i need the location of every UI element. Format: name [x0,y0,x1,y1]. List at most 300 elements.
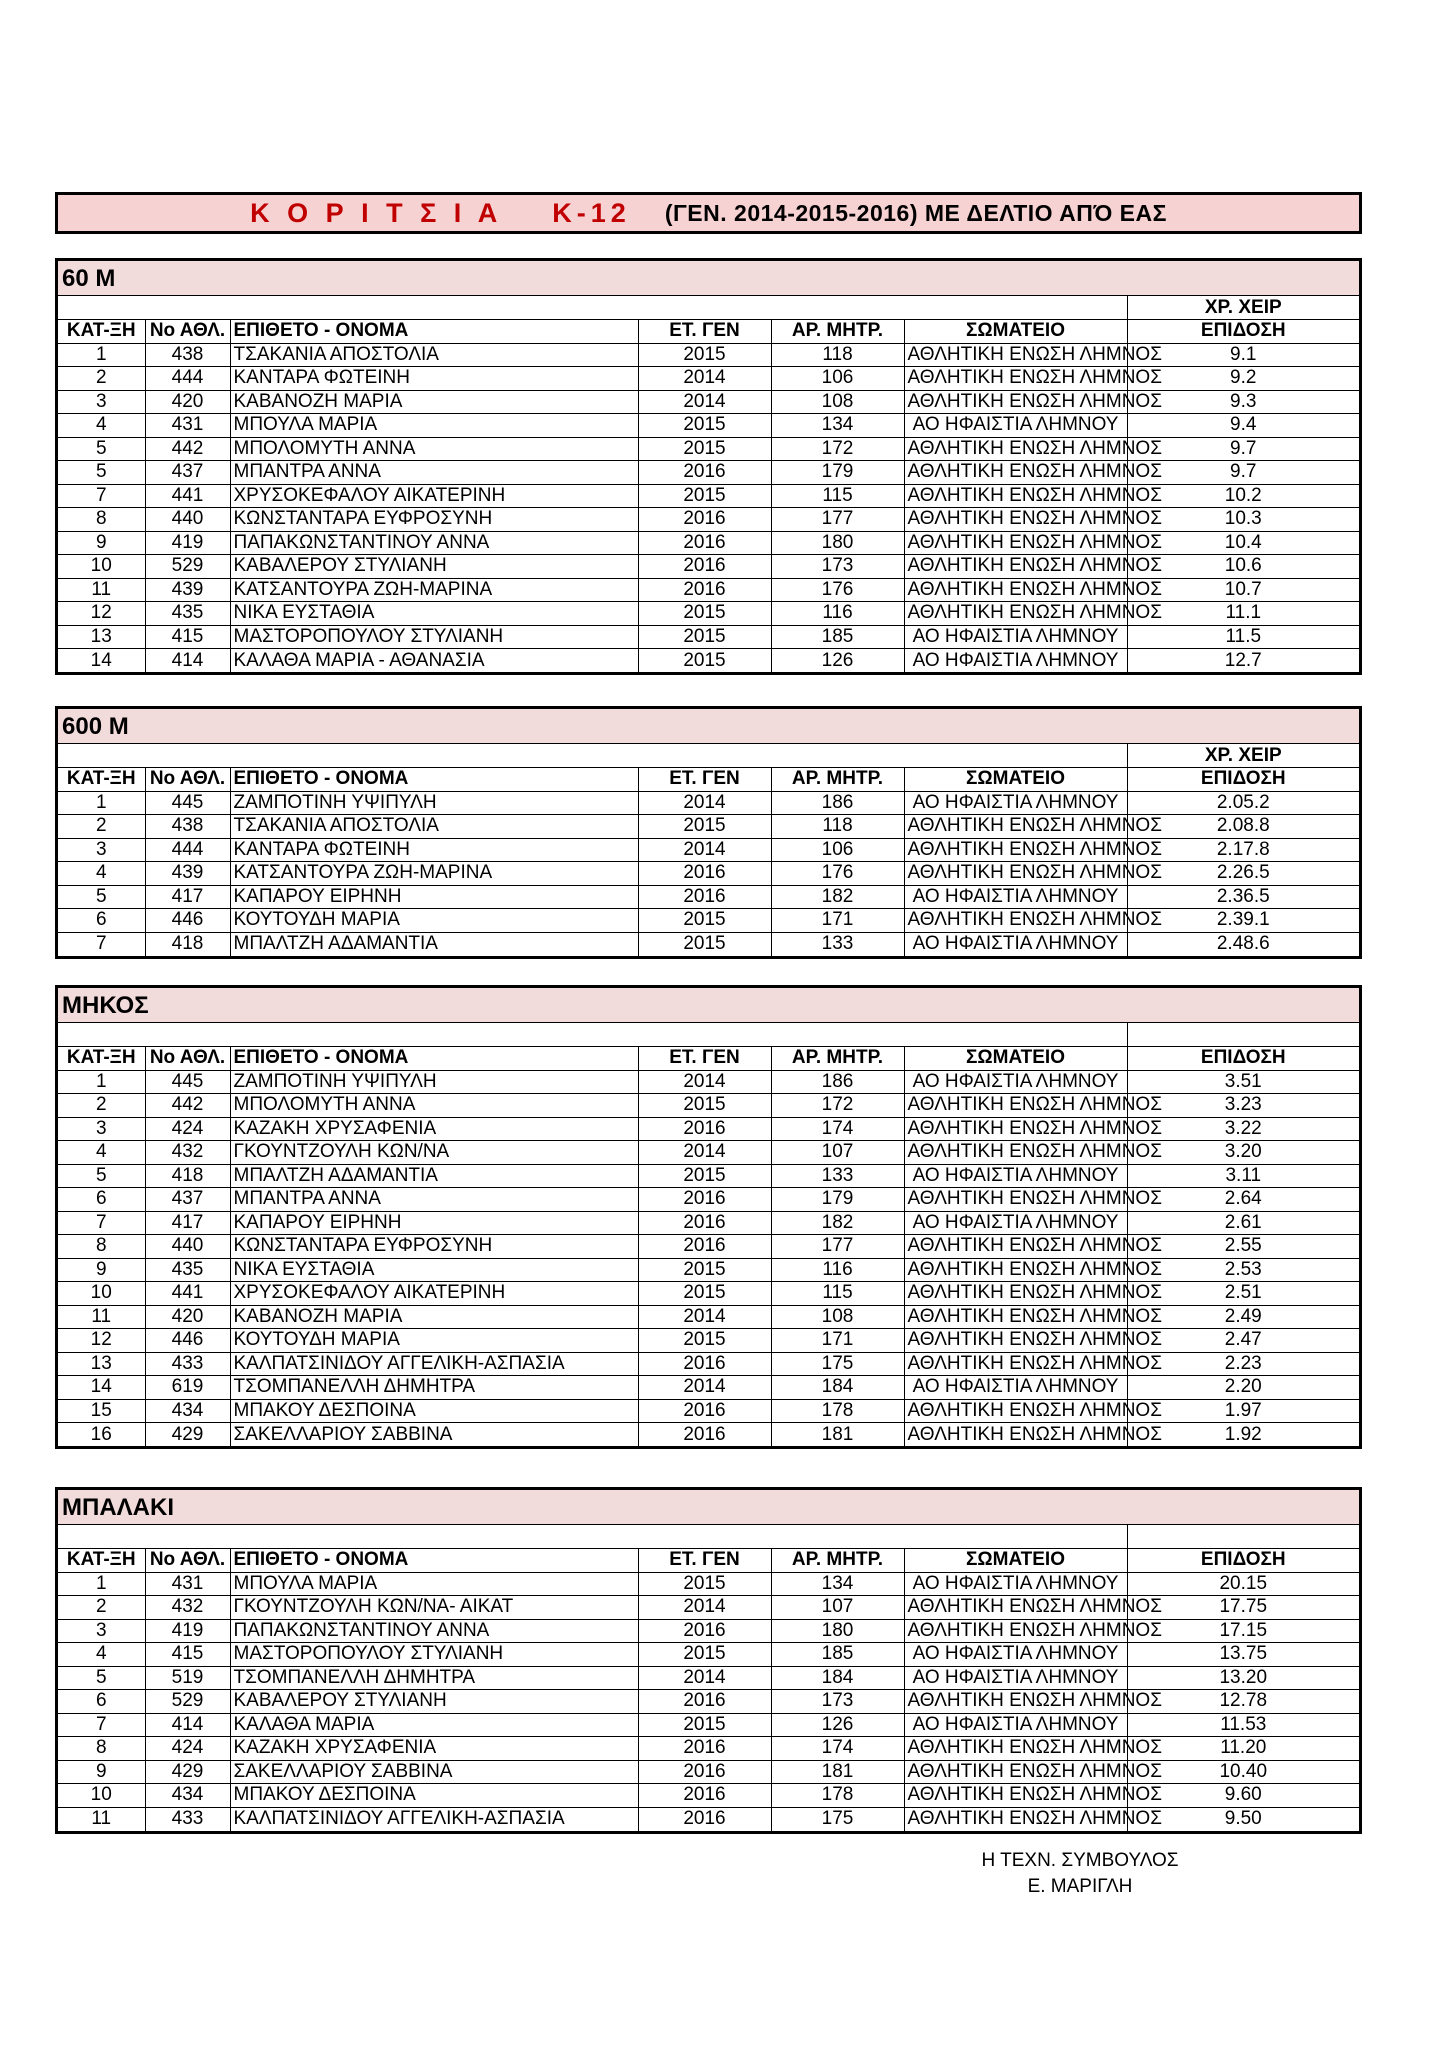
rank-cell: 11 [58,1807,145,1831]
table-row [58,1572,1359,1596]
reg-cell: 126 [771,1713,904,1737]
year-cell: 2014 [638,1596,771,1620]
name-cell: ΜΠΑΛΤΖΗ ΑΔΑΜΑΝΤΙΑ [230,932,638,956]
club-cell: ΑΘΛΗΤΙΚΗ ΕΝΩΣΗ ΛΗΜΝΟΣ [904,461,1127,485]
rank-cell: 14 [58,1376,145,1400]
perf-cell: 11.53 [1127,1713,1359,1737]
name-cell: ΚΑΤΣΑΝΤΟΥΡΑ ΖΩΗ-ΜΑΡΙΝΑ [230,578,638,602]
name-cell: ΚΑΖΑΚΗ ΧΡΥΣΑΦΕΝΙΑ [230,1117,638,1141]
rank-cell: 5 [58,461,145,485]
table-row [58,1643,1359,1667]
year-cell: 2016 [638,885,771,909]
club-cell: ΑΟ ΗΦΑΙΣΤΙΑ ΛΗΜΝΟΥ [904,791,1127,815]
year-cell: 2014 [638,367,771,391]
year-cell: 2014 [638,1141,771,1165]
name-cell: ΚΑΒΑΛΕΡΟΥ ΣΤΥΛΙΑΝΗ [230,1690,638,1714]
bib-cell: 446 [145,1329,230,1353]
year-cell: 2015 [638,932,771,956]
bib-cell: 431 [145,1572,230,1596]
reg-cell: 180 [771,531,904,555]
reg-cell: 115 [771,484,904,508]
rank-cell: 10 [58,555,145,579]
club-cell: ΑΘΛΗΤΙΚΗ ΕΝΩΣΗ ΛΗΜΝΟΣ [904,555,1127,579]
super-header-spacer [58,1023,1127,1047]
reg-cell: 173 [771,555,904,579]
year-cell: 2015 [638,1713,771,1737]
rank-header: ΚΑΤ-ΞΗ [58,320,145,344]
reg-cell: 116 [771,602,904,626]
reg-cell: 175 [771,1807,904,1831]
club-cell: ΑΘΛΗΤΙΚΗ ΕΝΩΣΗ ΛΗΜΝΟΣ [904,1141,1127,1165]
perf-cell: 9.4 [1127,414,1359,438]
results-table [58,1023,1359,1446]
table-row [58,1141,1359,1165]
year-cell: 2014 [638,1666,771,1690]
table-row [58,461,1359,485]
perf-cell: 17.75 [1127,1596,1359,1620]
bib-cell: 444 [145,367,230,391]
year-cell: 2014 [638,1376,771,1400]
super-header-row [58,744,1359,768]
table-row [58,1760,1359,1784]
rank-cell: 2 [58,1596,145,1620]
name-cell: ΚΑΠΑΡΟΥ ΕΙΡΗΝΗ [230,885,638,909]
year-cell: 2014 [638,1305,771,1329]
club-cell: ΑΘΛΗΤΙΚΗ ΕΝΩΣΗ ΛΗΜΝΟΣ [904,1423,1127,1447]
bib-header: Νο ΑΘΛ. [145,1047,230,1071]
section-title: ΜΗΚΟΣ [58,988,1359,1023]
rank-cell: 1 [58,1572,145,1596]
name-cell: ΜΠΟΥΛΑ ΜΑΡΙΑ [230,414,638,438]
perf-header: ΕΠΙΔΟΣΗ [1127,768,1359,792]
rank-cell: 15 [58,1399,145,1423]
name-cell: ΤΣΟΜΠΑΝΕΛΛΗ ΔΗΜΗΤΡΑ [230,1666,638,1690]
bib-cell: 445 [145,1070,230,1094]
super-header-spacer [58,296,1127,320]
table-row [58,815,1359,839]
table-row [58,909,1359,933]
table-row [58,508,1359,532]
bib-cell: 434 [145,1399,230,1423]
rank-cell: 2 [58,1094,145,1118]
super-header-row [58,296,1359,320]
bib-cell: 439 [145,578,230,602]
year-cell: 2016 [638,1690,771,1714]
rank-cell: 3 [58,1117,145,1141]
header-row [58,320,1359,344]
perf-cell: 12.7 [1127,649,1359,673]
perf-cell: 2.08.8 [1127,815,1359,839]
year-cell: 2016 [638,555,771,579]
bib-cell: 431 [145,414,230,438]
name-cell: ΤΣΑΚΑΝΙΑ ΑΠΟΣΤΟΛΙΑ [230,815,638,839]
bib-cell: 415 [145,625,230,649]
year-cell: 2015 [638,1258,771,1282]
club-cell: ΑΘΛΗΤΙΚΗ ΕΝΩΣΗ ΛΗΜΝΟΣ [904,531,1127,555]
name-header: ΕΠΙΘΕΤΟ - ΟΝΟΜΑ [230,1549,638,1573]
table-row [58,414,1359,438]
club-cell: ΑΟ ΗΦΑΙΣΤΙΑ ΛΗΜΝΟΥ [904,1666,1127,1690]
hand-timing-label: ΧΡ. ΧΕΙΡ [1127,744,1359,768]
perf-cell: 13.20 [1127,1666,1359,1690]
perf-cell: 9.3 [1127,390,1359,414]
reg-cell: 179 [771,1188,904,1212]
name-cell: ΖΑΜΠΟΤΙΝΗ ΥΨΙΠΥΛΗ [230,1070,638,1094]
year-cell: 2016 [638,1737,771,1761]
section-title: 60 Μ [58,261,1359,296]
club-cell: ΑΘΛΗΤΙΚΗ ΕΝΩΣΗ ΛΗΜΝΟΣ [904,1117,1127,1141]
table-row [58,1666,1359,1690]
year-cell: 2015 [638,414,771,438]
perf-cell: 3.23 [1127,1094,1359,1118]
perf-cell: 2.61 [1127,1211,1359,1235]
name-cell: ΜΑΣΤΟΡΟΠΟΥΛΟΥ ΣΤΥΛΙΑΝΗ [230,625,638,649]
name-cell: ΤΣΟΜΠΑΝΕΛΛΗ ΔΗΜΗΤΡΑ [230,1376,638,1400]
bib-cell: 438 [145,815,230,839]
bib-cell: 414 [145,1713,230,1737]
bib-cell: 439 [145,862,230,886]
bib-cell: 437 [145,461,230,485]
perf-cell: 2.17.8 [1127,838,1359,862]
bib-cell: 435 [145,1258,230,1282]
year-cell: 2015 [638,1164,771,1188]
name-cell: ΚΑΒΑΛΕΡΟΥ ΣΤΥΛΙΑΝΗ [230,555,638,579]
document-subtitle: (ΓΕΝ. 2014-2015-2016) ΜΕ ΔΕΛΤΙΟ ΑΠΌ ΕΑΣ [664,199,1167,226]
table-row [58,1737,1359,1761]
perf-header: ΕΠΙΔΟΣΗ [1127,1549,1359,1573]
rank-cell: 3 [58,1619,145,1643]
year-cell: 2015 [638,909,771,933]
rank-cell: 3 [58,838,145,862]
name-cell: ΜΠΑΛΤΖΗ ΑΔΑΜΑΝΤΙΑ [230,1164,638,1188]
results-section [55,258,1362,675]
table-row [58,1423,1359,1447]
perf-cell: 1.92 [1127,1423,1359,1447]
rank-cell: 5 [58,1164,145,1188]
reg-cell: 184 [771,1376,904,1400]
year-cell: 2015 [638,625,771,649]
name-cell: ΖΑΜΠΟΤΙΝΗ ΥΨΙΠΥΛΗ [230,791,638,815]
bib-cell: 519 [145,1666,230,1690]
year-cell: 2015 [638,1282,771,1306]
rank-cell: 5 [58,885,145,909]
perf-cell: 2.51 [1127,1282,1359,1306]
reg-cell: 178 [771,1399,904,1423]
year-cell: 2014 [638,1070,771,1094]
club-cell: ΑΘΛΗΤΙΚΗ ΕΝΩΣΗ ΛΗΜΝΟΣ [904,1690,1127,1714]
reg-cell: 115 [771,1282,904,1306]
name-cell: ΚΑΝΤΑΡΑ ΦΩΤΕΙΝΗ [230,367,638,391]
table-row [58,862,1359,886]
perf-cell: 3.20 [1127,1141,1359,1165]
year-cell: 2016 [638,1784,771,1808]
perf-cell: 2.36.5 [1127,885,1359,909]
reg-cell: 126 [771,649,904,673]
rank-cell: 8 [58,1235,145,1259]
name-cell: ΚΩΝΣΤΑΝΤΑΡΑ ΕΥΦΡΟΣΥΝΗ [230,508,638,532]
perf-cell: 2.20 [1127,1376,1359,1400]
year-cell: 2014 [638,390,771,414]
name-cell: ΚΑΛΑΘΑ ΜΑΡΙΑ - ΑΘΑΝΑΣΙΑ [230,649,638,673]
table-row [58,885,1359,909]
rank-cell: 9 [58,1760,145,1784]
name-cell: ΣΑΚΕΛΛΑΡΙΟΥ ΣΑΒΒΙΝΑ [230,1423,638,1447]
club-header: ΣΩΜΑΤΕΙΟ [904,1047,1127,1071]
results-table [58,744,1359,956]
year-header: ΕΤ. ΓΕΝ [638,320,771,344]
bib-cell: 437 [145,1188,230,1212]
name-header: ΕΠΙΘΕΤΟ - ΟΝΟΜΑ [230,1047,638,1071]
bib-cell: 441 [145,484,230,508]
rank-header: ΚΑΤ-ΞΗ [58,768,145,792]
table-row [58,484,1359,508]
bib-cell: 419 [145,531,230,555]
perf-cell: 3.22 [1127,1117,1359,1141]
reg-cell: 174 [771,1117,904,1141]
name-cell: ΜΑΣΤΟΡΟΠΟΥΛΟΥ ΣΤΥΛΙΑΝΗ [230,1643,638,1667]
table-row [58,555,1359,579]
perf-cell: 13.75 [1127,1643,1359,1667]
name-cell: ΤΣΑΚΑΝΙΑ ΑΠΟΣΤΟΛΙΑ [230,343,638,367]
perf-cell: 11.5 [1127,625,1359,649]
club-cell: ΑΟ ΗΦΑΙΣΤΙΑ ΛΗΜΝΟΥ [904,1713,1127,1737]
table-row [58,1070,1359,1094]
name-cell: ΚΑΛΠΑΤΣΙΝΙΔΟΥ ΑΓΓΕΛΙΚΗ-ΑΣΠΑΣΙΑ [230,1352,638,1376]
table-row [58,390,1359,414]
table-row [58,1619,1359,1643]
club-cell: ΑΘΛΗΤΙΚΗ ΕΝΩΣΗ ΛΗΜΝΟΣ [904,1305,1127,1329]
name-cell: ΜΠΑΚΟΥ ΔΕΣΠΟΙΝΑ [230,1784,638,1808]
rank-cell: 7 [58,484,145,508]
table-row [58,1258,1359,1282]
reg-header: ΑΡ. ΜΗΤΡ. [771,1047,904,1071]
bib-cell: 438 [145,343,230,367]
table-row [58,1376,1359,1400]
club-cell: ΑΘΛΗΤΙΚΗ ΕΝΩΣΗ ΛΗΜΝΟΣ [904,815,1127,839]
rank-cell: 4 [58,1141,145,1165]
bib-cell: 440 [145,508,230,532]
name-cell: ΚΑΝΤΑΡΑ ΦΩΤΕΙΝΗ [230,838,638,862]
perf-cell: 1.97 [1127,1399,1359,1423]
club-cell: ΑΟ ΗΦΑΙΣΤΙΑ ΛΗΜΝΟΥ [904,625,1127,649]
year-cell: 2015 [638,1643,771,1667]
header-row [58,1549,1359,1573]
club-cell: ΑΘΛΗΤΙΚΗ ΕΝΩΣΗ ΛΗΜΝΟΣ [904,1760,1127,1784]
bib-cell: 424 [145,1737,230,1761]
reg-cell: 181 [771,1760,904,1784]
rank-cell: 11 [58,1305,145,1329]
reg-cell: 134 [771,414,904,438]
reg-cell: 171 [771,1329,904,1353]
bib-cell: 529 [145,1690,230,1714]
rank-cell: 13 [58,1352,145,1376]
perf-cell: 2.23 [1127,1352,1359,1376]
reg-cell: 184 [771,1666,904,1690]
club-cell: ΑΟ ΗΦΑΙΣΤΙΑ ΛΗΜΝΟΥ [904,414,1127,438]
club-cell: ΑΘΛΗΤΙΚΗ ΕΝΩΣΗ ΛΗΜΝΟΣ [904,1619,1127,1643]
reg-cell: 134 [771,1572,904,1596]
super-header-row [58,1023,1359,1047]
club-header: ΣΩΜΑΤΕΙΟ [904,768,1127,792]
reg-cell: 185 [771,1643,904,1667]
reg-cell: 182 [771,1211,904,1235]
reg-cell: 106 [771,367,904,391]
table-row [58,1690,1359,1714]
rank-cell: 7 [58,932,145,956]
signature-name: Ε. ΜΑΡΙΓΛΗ [1027,1876,1133,1897]
club-cell: ΑΘΛΗΤΙΚΗ ΕΝΩΣΗ ΛΗΜΝΟΣ [904,1352,1127,1376]
perf-cell: 9.2 [1127,367,1359,391]
table-row [58,602,1359,626]
rank-cell: 9 [58,531,145,555]
rank-cell: 5 [58,437,145,461]
name-cell: ΓΚΟΥΝΤΖΟΥΛΗ ΚΩΝ/ΝΑ [230,1141,638,1165]
rank-cell: 1 [58,1070,145,1094]
reg-cell: 171 [771,909,904,933]
table-row [58,1282,1359,1306]
name-cell: ΜΠΑΝΤΡΑ ΑΝΝΑ [230,1188,638,1212]
rank-cell: 14 [58,649,145,673]
club-cell: ΑΘΛΗΤΙΚΗ ΕΝΩΣΗ ΛΗΜΝΟΣ [904,1258,1127,1282]
club-cell: ΑΟ ΗΦΑΙΣΤΙΑ ΛΗΜΝΟΥ [904,932,1127,956]
reg-cell: 180 [771,1619,904,1643]
perf-cell: 3.51 [1127,1070,1359,1094]
table-row [58,578,1359,602]
year-cell: 2016 [638,1619,771,1643]
club-cell: ΑΟ ΗΦΑΙΣΤΙΑ ΛΗΜΝΟΥ [904,1376,1127,1400]
reg-header: ΑΡ. ΜΗΤΡ. [771,768,904,792]
bib-cell: 419 [145,1619,230,1643]
perf-cell: 11.1 [1127,602,1359,626]
reg-cell: 177 [771,508,904,532]
name-cell: ΓΚΟΥΝΤΖΟΥΛΗ ΚΩΝ/ΝΑ- ΑΙΚΑΤ [230,1596,638,1620]
perf-cell: 10.6 [1127,555,1359,579]
table-row [58,1117,1359,1141]
bib-cell: 442 [145,1094,230,1118]
name-cell: ΚΑΛΠΑΤΣΙΝΙΔΟΥ ΑΓΓΕΛΙΚΗ-ΑΣΠΑΣΙΑ [230,1807,638,1831]
rank-cell: 11 [58,578,145,602]
bib-cell: 417 [145,885,230,909]
reg-cell: 182 [771,885,904,909]
name-cell: ΣΑΚΕΛΛΑΡΙΟΥ ΣΑΒΒΙΝΑ [230,1760,638,1784]
year-header: ΕΤ. ΓΕΝ [638,1549,771,1573]
name-cell: ΧΡΥΣΟΚΕΦΑΛΟΥ ΑΙΚΑΤΕΡΙΝΗ [230,484,638,508]
club-cell: ΑΘΛΗΤΙΚΗ ΕΝΩΣΗ ΛΗΜΝΟΣ [904,484,1127,508]
super-header-empty [1127,1525,1359,1549]
bib-cell: 418 [145,932,230,956]
table-row [58,437,1359,461]
reg-cell: 173 [771,1690,904,1714]
perf-cell: 10.2 [1127,484,1359,508]
year-cell: 2016 [638,1188,771,1212]
perf-cell: 17.15 [1127,1619,1359,1643]
year-cell: 2016 [638,531,771,555]
rank-cell: 1 [58,791,145,815]
perf-cell: 2.47 [1127,1329,1359,1353]
rank-cell: 6 [58,909,145,933]
table-row [58,367,1359,391]
reg-cell: 116 [771,1258,904,1282]
club-cell: ΑΘΛΗΤΙΚΗ ΕΝΩΣΗ ΛΗΜΝΟΣ [904,838,1127,862]
year-cell: 2015 [638,343,771,367]
name-cell: ΠΑΠΑΚΩΝΣΤΑΝΤΙΝΟΥ ΑΝΝΑ [230,1619,638,1643]
document-title-bar [55,192,1362,234]
bib-cell: 434 [145,1784,230,1808]
reg-cell: 179 [771,461,904,485]
table-row [58,1094,1359,1118]
name-cell: ΧΡΥΣΟΚΕΦΑΛΟΥ ΑΙΚΑΤΕΡΙΝΗ [230,1282,638,1306]
reg-cell: 178 [771,1784,904,1808]
year-cell: 2015 [638,1572,771,1596]
club-cell: ΑΟ ΗΦΑΙΣΤΙΑ ΛΗΜΝΟΥ [904,885,1127,909]
year-cell: 2016 [638,1235,771,1259]
rank-cell: 3 [58,390,145,414]
club-cell: ΑΘΛΗΤΙΚΗ ΕΝΩΣΗ ΛΗΜΝΟΣ [904,1188,1127,1212]
year-cell: 2016 [638,461,771,485]
name-cell: ΚΑΒΑΝΟΖΗ ΜΑΡΙΑ [230,390,638,414]
bib-cell: 435 [145,602,230,626]
table-row [58,1211,1359,1235]
results-table [58,296,1359,672]
year-cell: 2016 [638,1352,771,1376]
rank-cell: 10 [58,1282,145,1306]
rank-cell: 8 [58,1737,145,1761]
year-cell: 2016 [638,1211,771,1235]
bib-cell: 444 [145,838,230,862]
club-cell: ΑΘΛΗΤΙΚΗ ΕΝΩΣΗ ΛΗΜΝΟΣ [904,578,1127,602]
reg-cell: 172 [771,437,904,461]
bib-cell: 432 [145,1596,230,1620]
name-header: ΕΠΙΘΕΤΟ - ΟΝΟΜΑ [230,320,638,344]
name-cell: ΚΟΥΤΟΥΔΗ ΜΑΡΙΑ [230,1329,638,1353]
club-cell: ΑΘΛΗΤΙΚΗ ΕΝΩΣΗ ΛΗΜΝΟΣ [904,1784,1127,1808]
table-row [58,343,1359,367]
club-cell: ΑΘΛΗΤΙΚΗ ΕΝΩΣΗ ΛΗΜΝΟΣ [904,437,1127,461]
bib-cell: 432 [145,1141,230,1165]
bib-cell: 417 [145,1211,230,1235]
perf-cell: 10.7 [1127,578,1359,602]
bib-cell: 433 [145,1352,230,1376]
name-cell: ΜΠΑΝΤΡΑ ΑΝΝΑ [230,461,638,485]
bib-header: Νο ΑΘΛ. [145,320,230,344]
rank-cell: 4 [58,862,145,886]
rank-cell: 12 [58,602,145,626]
perf-cell: 2.05.2 [1127,791,1359,815]
table-row [58,1713,1359,1737]
year-cell: 2015 [638,1094,771,1118]
club-header: ΣΩΜΑΤΕΙΟ [904,320,1127,344]
club-cell: ΑΟ ΗΦΑΙΣΤΙΑ ΛΗΜΝΟΥ [904,1572,1127,1596]
perf-cell: 9.60 [1127,1784,1359,1808]
perf-cell: 11.20 [1127,1737,1359,1761]
section-title: ΜΠΑΛΑΚΙ [58,1490,1359,1525]
perf-cell: 20.15 [1127,1572,1359,1596]
club-cell: ΑΘΛΗΤΙΚΗ ΕΝΩΣΗ ΛΗΜΝΟΣ [904,1737,1127,1761]
rank-header: ΚΑΤ-ΞΗ [58,1549,145,1573]
super-header-spacer [58,744,1127,768]
rank-cell: 6 [58,1188,145,1212]
reg-header: ΑΡ. ΜΗΤΡ. [771,1549,904,1573]
bib-cell: 418 [145,1164,230,1188]
header-row [58,1047,1359,1071]
club-cell: ΑΘΛΗΤΙΚΗ ΕΝΩΣΗ ΛΗΜΝΟΣ [904,367,1127,391]
rank-cell: 7 [58,1713,145,1737]
name-cell: ΜΠΟΥΛΑ ΜΑΡΙΑ [230,1572,638,1596]
table-row [58,1164,1359,1188]
results-section [55,706,1362,959]
rank-cell: 8 [58,508,145,532]
rank-header: ΚΑΤ-ΞΗ [58,1047,145,1071]
